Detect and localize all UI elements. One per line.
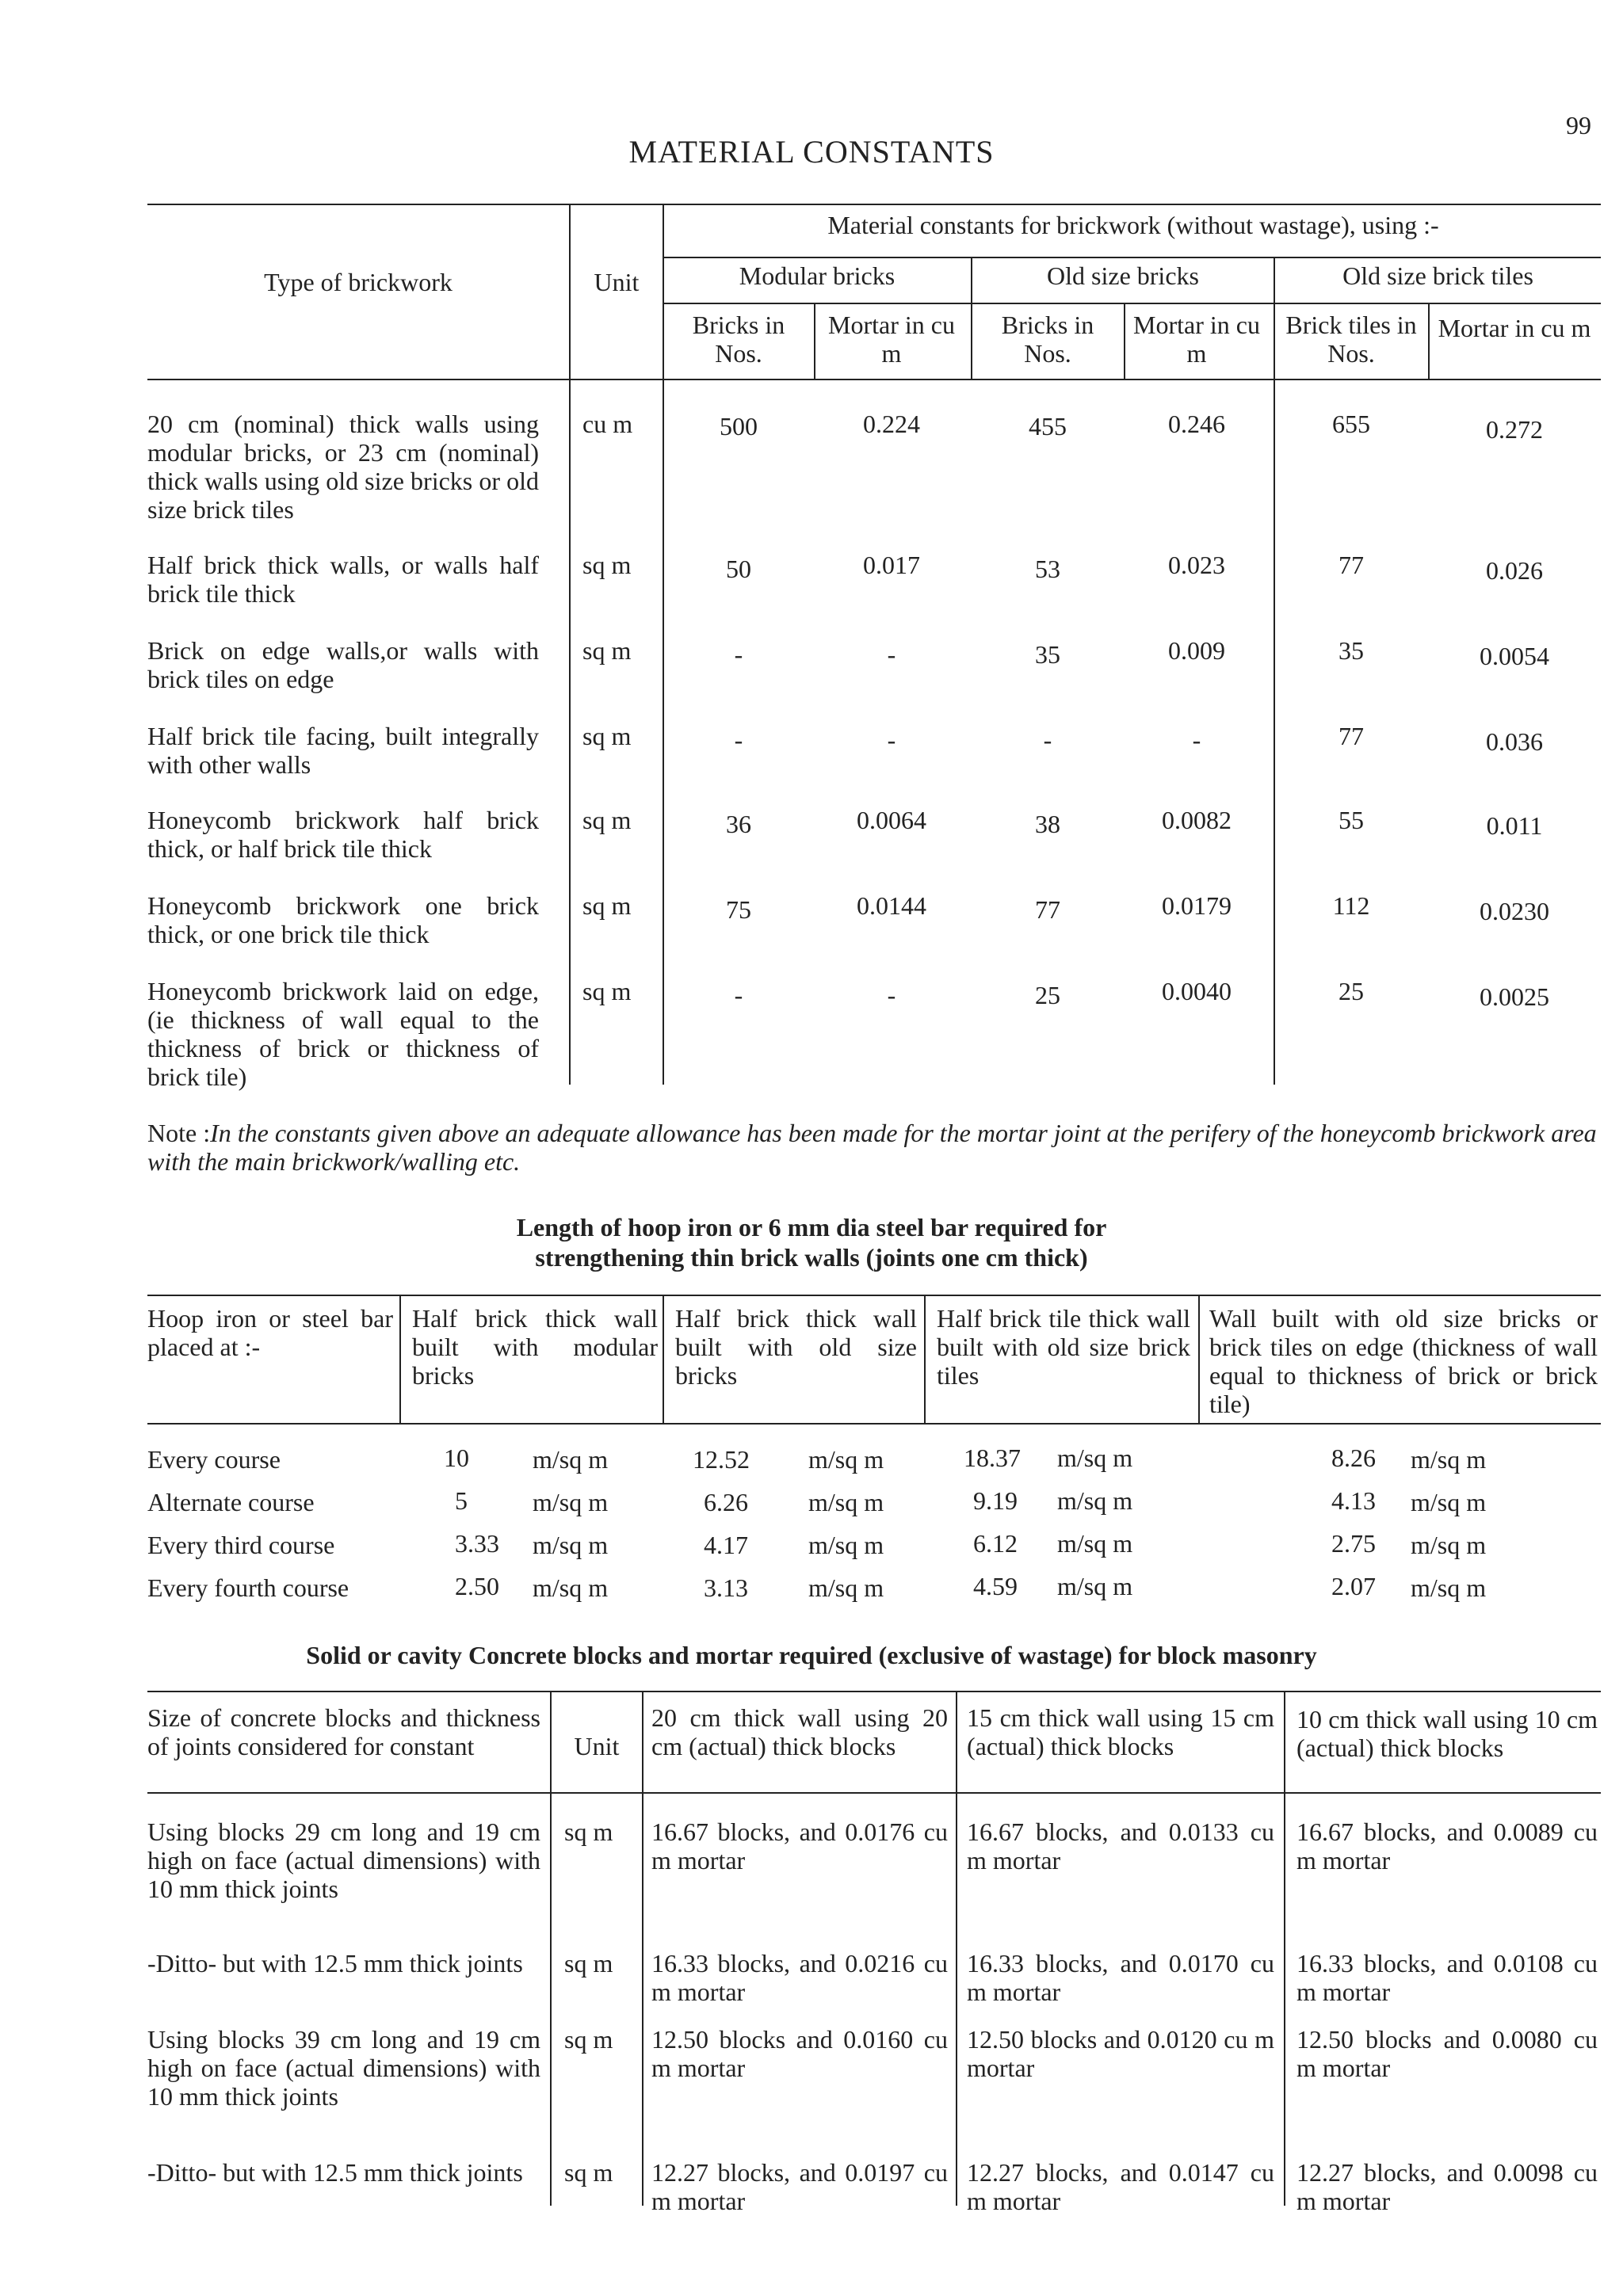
row-unit: sq m (582, 977, 632, 1005)
value: 16.67 blocks, and 0.0133 cu m mortar (967, 1817, 1274, 1875)
row-type: Honeycomb brickwork one brick thick, or one brick tile thick (147, 891, 539, 948)
rule (1274, 257, 1275, 1085)
value: 12.27 blocks, and 0.0098 cu m mortar (1296, 2158, 1598, 2215)
row-unit: sq m (582, 806, 632, 834)
value: 8.26 (1331, 1444, 1376, 1472)
rule (147, 1691, 1601, 1692)
value: - (887, 726, 896, 754)
value: 77 (1338, 722, 1364, 750)
value: - (887, 981, 896, 1009)
note-text: In the constants given above an adequate allowance has been made for the mortar joint at the perifery of the honeycomb brickwork area with the main brickwork/walling etc. (147, 1119, 1597, 1176)
unit: m/sq m (808, 1573, 884, 1602)
unit: m/sq m (1057, 1486, 1133, 1515)
table3-caption: Solid or cavity Concrete blocks and mortar required (exclusive of wastage) for block masonry (306, 1641, 1317, 1669)
value: 4.13 (1331, 1486, 1376, 1515)
value: 9.19 (973, 1486, 1018, 1515)
value: - (1192, 726, 1201, 754)
value: - (734, 981, 743, 1009)
unit: m/sq m (1411, 1488, 1487, 1516)
unit: m/sq m (1411, 1573, 1487, 1602)
header-unit: Unit (594, 268, 640, 296)
value: 18.37 (964, 1444, 1021, 1472)
subheader: Bricks in Nos. (1001, 311, 1094, 368)
page-number: 99 (1566, 111, 1591, 139)
value: 0.011 (1486, 811, 1543, 840)
value: 0.0040 (1162, 977, 1232, 1005)
value: 25 (1338, 977, 1364, 1005)
value: 6.26 (704, 1488, 748, 1516)
value: - (734, 726, 743, 754)
unit: m/sq m (808, 1488, 884, 1516)
header-old-size-tiles: Old size brick tiles (1342, 261, 1533, 290)
row-unit: cu m (582, 410, 633, 438)
value: 0.0054 (1480, 642, 1549, 670)
value: 3.33 (455, 1529, 499, 1558)
value: 12.27 blocks, and 0.0197 cu m mortar (651, 2158, 948, 2215)
value: 12.52 (693, 1445, 750, 1474)
value: 75 (726, 895, 751, 924)
value: 55 (1338, 806, 1364, 834)
value: 12.50 blocks and 0.0080 cu m mortar (1296, 2025, 1598, 2082)
value: 10 (444, 1444, 469, 1472)
header-old-size: Old size bricks (1047, 261, 1199, 290)
header-old-size-tiles: Half brick tile thick wall built with old size brick tiles (937, 1304, 1190, 1390)
rule (1198, 1295, 1200, 1423)
row-label: Every third course (147, 1531, 335, 1559)
header-unit: Unit (574, 1732, 620, 1760)
value: 16.67 blocks, and 0.0089 cu m mortar (1296, 1817, 1598, 1875)
value: 12.50 blocks and 0.0160 cu m mortar (651, 2025, 948, 2082)
header-old-size: Half brick thick wall built with old size bricks (675, 1304, 917, 1390)
value: 3.13 (704, 1573, 748, 1602)
value: 25 (1035, 981, 1060, 1009)
rule (814, 303, 815, 379)
note-label: Note : (147, 1119, 211, 1147)
value: - (734, 640, 743, 669)
row-size: Using blocks 29 cm long and 19 cm high on face (actual dimensions) with 10 mm thick joints (147, 1817, 540, 1903)
header-15cm: 15 cm thick wall using 15 cm (actual) thick blocks (967, 1703, 1274, 1760)
rule (924, 1295, 926, 1423)
value: 16.33 blocks, and 0.0216 cu m mortar (651, 1949, 948, 2006)
value: 2.07 (1331, 1572, 1376, 1600)
row-label: Every course (147, 1445, 281, 1474)
row-type: Half brick tile facing, built integrally with other walls (147, 722, 539, 779)
value: 50 (726, 555, 751, 583)
rule (399, 1295, 401, 1423)
value: 35 (1035, 640, 1060, 669)
table2-caption-line1: Length of hoop iron or 6 mm dia steel bar required for (516, 1213, 1107, 1241)
value: 0.009 (1168, 636, 1225, 665)
unit: m/sq m (808, 1445, 884, 1474)
header-type: Type of brickwork (264, 268, 453, 296)
rule (1428, 303, 1430, 379)
value: 2.50 (455, 1572, 499, 1600)
value: 5 (455, 1486, 468, 1515)
rule (663, 257, 1601, 258)
value: 0.023 (1168, 551, 1225, 579)
unit: m/sq m (808, 1531, 884, 1559)
unit: m/sq m (1057, 1572, 1133, 1600)
unit: m/sq m (533, 1573, 609, 1602)
value: - (887, 640, 896, 669)
row-unit: sq m (564, 1949, 613, 1978)
unit: m/sq m (1411, 1531, 1487, 1559)
row-type: Brick on edge walls,or walls with brick tiles on edge (147, 636, 539, 693)
rule (642, 1691, 643, 2206)
subheader: Mortar in cu m (1438, 314, 1591, 342)
value: 77 (1338, 551, 1364, 579)
row-type: Half brick thick walls, or walls half brick tile thick (147, 551, 539, 608)
row-size: -Ditto- but with 12.5 mm thick joints (147, 2158, 523, 2187)
value: - (1043, 726, 1052, 754)
value: 455 (1029, 412, 1067, 441)
rule (1124, 303, 1125, 379)
value: 112 (1332, 891, 1370, 920)
table2-caption-line2: strengthening thin brick walls (joints one cm thick) (535, 1243, 1088, 1272)
rule (569, 204, 571, 1085)
value: 655 (1332, 410, 1370, 438)
rule (663, 303, 1601, 304)
header-modular: Modular bricks (739, 261, 896, 290)
value: 36 (726, 810, 751, 838)
rule (663, 1295, 664, 1423)
value: 0.246 (1168, 410, 1225, 438)
unit: m/sq m (1057, 1444, 1133, 1472)
rule (147, 1792, 1601, 1794)
value: 4.59 (973, 1572, 1018, 1600)
header-on-edge: Wall built with old size bricks or brick tiles on edge (thickness of wall equal to thickness of brick or brick tile) (1209, 1304, 1598, 1418)
header-size: Size of concrete blocks and thickness of joints considered for constant (147, 1703, 540, 1760)
value: 0.0144 (857, 891, 926, 920)
rule (147, 1423, 1601, 1425)
row-unit: sq m (582, 636, 632, 665)
value: 0.224 (863, 410, 920, 438)
note (147, 1119, 1598, 1176)
value: 0.017 (863, 551, 920, 579)
header-modular: Half brick thick wall built with modular bricks (412, 1304, 658, 1390)
value: 77 (1035, 895, 1060, 924)
row-label: Every fourth course (147, 1573, 349, 1602)
value: 2.75 (1331, 1529, 1376, 1558)
subheader: Mortar in cu m (828, 311, 955, 368)
rule (550, 1691, 552, 2206)
value: 0.0179 (1162, 891, 1232, 920)
header-10cm: 10 cm thick wall using 10 cm (actual) thick blocks (1296, 1705, 1598, 1762)
unit: m/sq m (533, 1488, 609, 1516)
value: 12.27 blocks, and 0.0147 cu m mortar (967, 2158, 1274, 2215)
header-group: Material constants for brickwork (without wastage), using :- (827, 211, 1439, 239)
row-unit: sq m (582, 722, 632, 750)
value: 16.33 blocks, and 0.0170 cu m mortar (967, 1949, 1274, 2006)
value: 0.0230 (1480, 897, 1549, 925)
header-placed-at: Hoop iron or steel bar placed at :- (147, 1304, 393, 1361)
rule (663, 204, 664, 1085)
unit: m/sq m (533, 1445, 609, 1474)
value: 0.026 (1486, 556, 1543, 585)
rule (147, 204, 1601, 205)
value: 4.17 (704, 1531, 748, 1559)
row-unit: sq m (582, 551, 632, 579)
value: 500 (720, 412, 758, 441)
page-title: MATERIAL CONSTANTS (628, 134, 995, 170)
row-unit: sq m (564, 1817, 613, 1846)
unit: m/sq m (1057, 1529, 1133, 1558)
value: 53 (1035, 555, 1060, 583)
row-unit: sq m (582, 891, 632, 920)
subheader: Brick tiles in Nos. (1285, 311, 1417, 368)
value: 0.0064 (857, 806, 926, 834)
value: 0.036 (1486, 727, 1543, 756)
row-size: -Ditto- but with 12.5 mm thick joints (147, 1949, 523, 1978)
row-type: 20 cm (nominal) thick walls using modular bricks, or 23 cm (nominal) thick walls using old size bricks or old size brick tiles (147, 410, 539, 524)
rule (147, 1295, 1601, 1296)
header-20cm: 20 cm thick wall using 20 cm (actual) thick blocks (651, 1703, 948, 1760)
row-size: Using blocks 39 cm long and 19 cm high on face (actual dimensions) with 10 mm thick joints (147, 2025, 540, 2111)
value: 12.50 blocks and 0.0120 cu m mortar (967, 2025, 1274, 2082)
unit: m/sq m (1411, 1445, 1487, 1474)
row-type: Honeycomb brickwork half brick thick, or half brick tile thick (147, 806, 539, 863)
row-type: Honeycomb brickwork laid on edge, (ie thickness of wall equal to the thickness of brick or thickness of brick tile) (147, 977, 539, 1091)
value: 0.0082 (1162, 806, 1232, 834)
value: 38 (1035, 810, 1060, 838)
subheader: Mortar in cu m (1133, 311, 1260, 368)
value: 0.0025 (1480, 982, 1549, 1011)
value: 35 (1338, 636, 1364, 665)
value: 16.67 blocks, and 0.0176 cu m mortar (651, 1817, 948, 1875)
subheader: Bricks in Nos. (692, 311, 785, 368)
value: 6.12 (973, 1529, 1018, 1558)
rule (147, 379, 1601, 380)
unit: m/sq m (533, 1531, 609, 1559)
row-unit: sq m (564, 2158, 613, 2187)
row-unit: sq m (564, 2025, 613, 2054)
rule (1284, 1691, 1285, 2206)
value: 16.33 blocks, and 0.0108 cu m mortar (1296, 1949, 1598, 2006)
row-label: Alternate course (147, 1488, 315, 1516)
rule (956, 1691, 957, 2206)
value: 0.272 (1486, 415, 1543, 444)
